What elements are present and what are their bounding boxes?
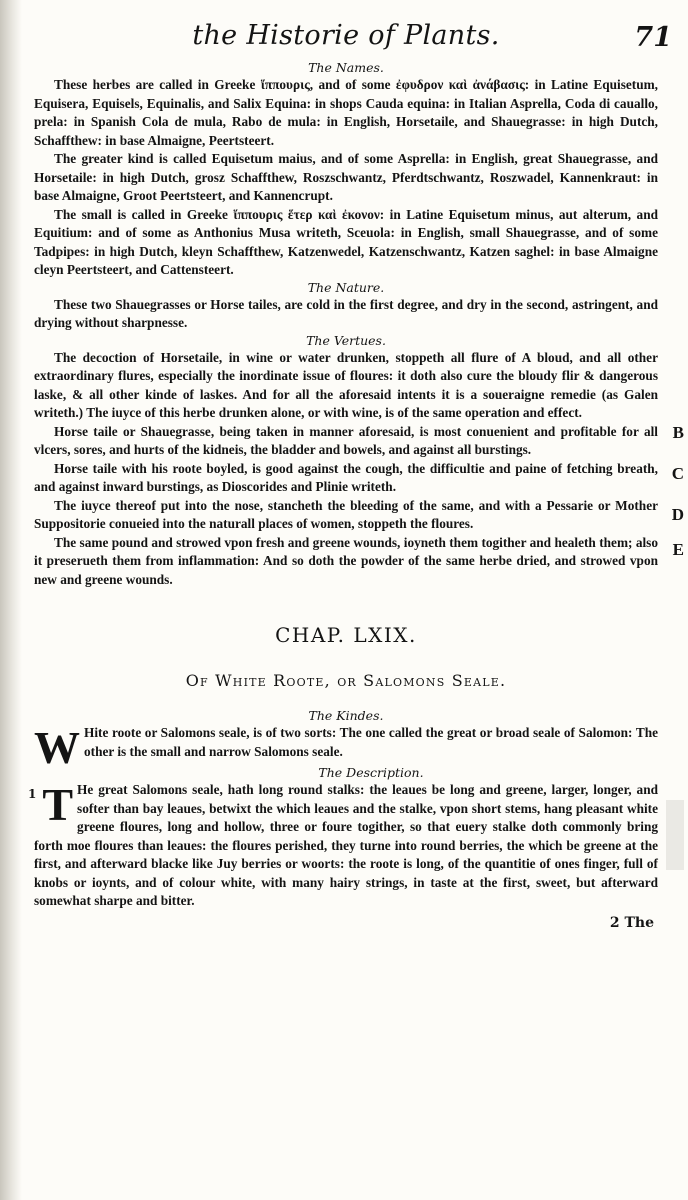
nature-heading: The Nature.: [307, 279, 385, 295]
nature-paragraph: These two Shauegrasses or Horse tailes, are cold in the first degree, and dry in the second, astringent, and drying without sharpnesse.: [34, 296, 658, 330]
catchword: 2 The: [609, 914, 654, 931]
margin-letter-b: B: [672, 422, 684, 442]
description-paragraph: He great Salomons seale, hath long round stalks: the leaues be long and greene, larger, longer, and softer than bay leaues, betwixt the which leaues and the stalke, vpon short stems, hang pleasant white greene floures, long and hollow, three or foure togither, so that euery stalke doth commonly bring forth moe floures than leaues: the floures perished, they turne into round berries, the which be greene at the first, and afterward blacke like Juy berries or woorts: the roote is long, of the quantitie of ones finger, full of knobs or ioynts, and of colour white, with many hairy strings, in taste at the first, sweet, but afterward somewhat sharpe and bitter.: [34, 782, 658, 908]
vertues-block-b: [34, 422, 684, 460]
show-through-mark: [666, 800, 684, 870]
vertues-paragraph-5: The same pound and strowed vpon fresh and greene wounds, ioyneth them togither and healeth them; also it preserueth them from inflammation: And so doth the powder of the same herbe dried, and strowed vpon new and greene wounds.: [34, 534, 658, 587]
margin-letter-e: E: [672, 539, 684, 559]
vertues-heading: The Vertues.: [306, 332, 386, 348]
running-title: the Historie of Plants.: [192, 20, 500, 51]
vertues-paragraph-4: The iuyce thereof put into the nose, stancheth the bleeding of the same, and with a Pessarie or Mother Suppositorie conueied into the naturall places of women, stoppeth the floures.: [34, 497, 658, 531]
vertues-paragraph-1: The decoction of Horsetaile, in wine or water drunken, stoppeth all flure of A bloud, and all other extraordinary flures, especially the inordinate issue of floures: it doth also cure the bloudy flir & dangerous laske, & all other kinde of laskes. And for all the aforesaid intents it is a soueraigne remedie (as Galen writeth.) The iuyce of this herbe drunken alone, or with wine, is of the same operation and effect.: [34, 349, 658, 420]
description-dropcap: T: [42, 779, 74, 830]
page-number: 71: [634, 22, 672, 53]
page-gutter-shadow: [0, 0, 22, 1200]
chapter-subject: Of White Roote, or Salomons Seale.: [185, 671, 507, 690]
margin-letter-c: C: [671, 463, 684, 483]
vertues-block-c: [34, 460, 684, 497]
kindes-paragraph: Hite roote or Salomons seale, is of two sorts: The one called the great or broad seale of Salomon: The other is the small and narrow Salomons seale.: [84, 725, 658, 759]
kindes-heading: The Kindes.: [308, 708, 384, 723]
names-paragraph-3: The small is called in Greeke ἵππουρις ἕτερ καὶ ἐκονον: in Latine Equisetum minus, aut alterum, and Equitium: and of some as Anthonius Musa writeth, Sceuola: in English, small Shauegrasse, and of some Tadpipes: in high Dutch, kleyn Schaffthew, Katzenwedel, Katzenschwantz, Katzen saghel: in base Almaigne cleyn Peertsteert, and Cattensteert.: [34, 206, 658, 277]
chapter-title: CHAP. LXIX.: [275, 623, 417, 647]
description-block: [28, 779, 658, 911]
names-paragraph-2: The greater kind is called Equisetum maius, and of some Asprella: in English, great Shauegrasse, and Horsetaile: in high Dutch, grosz Schaffthew, Roszschwantz, Pferdtschwantz, Roszwadel, Kannenkraut: in base Almaigne, Groot Peertsteert, and Kannencrupt.: [34, 151, 658, 203]
vertues-block-d: [34, 497, 684, 534]
vertues-paragraph-3: Horse taile with his roote boyled, is good against the cough, the difficultie and paine of fetching breath, and against inward burstings, as Dioscorides and Plinie writeth.: [34, 460, 658, 494]
description-heading: The Description.: [318, 765, 424, 780]
names-paragraph-1: These herbes are called in Greeke ἵππουρις, and of some ἐφυδρον καὶ ἀνάβασις: in Latine Equisetum, Equisera, Equisels, Equinalis, and Salix Equina: in shops Cauda equina: in Italian Asprella, Coda di cauallo, prela: in Spanish Cola de mula, Rabo de mula: in English, Horsetaile, and Shauegrasse: in high Dutch, Schaffthew: in base Almaigne, Peertsteert.: [34, 77, 658, 148]
vertues-paragraph-2: Horse taile or Shauegrasse, being taken in manner aforesaid, is most conuenient and profitable for all vlcers, sores, and hurts of the kidneis, the bladder and bowels, and against all burstings.: [34, 423, 658, 457]
vertues-block-e: [34, 534, 684, 590]
running-head: [34, 14, 672, 60]
description-number: 1: [28, 787, 37, 801]
names-heading: The Names.: [308, 60, 384, 75]
kindes-dropcap: W: [34, 722, 80, 773]
margin-letter-d: D: [671, 504, 684, 524]
book-page: [28, 14, 684, 931]
